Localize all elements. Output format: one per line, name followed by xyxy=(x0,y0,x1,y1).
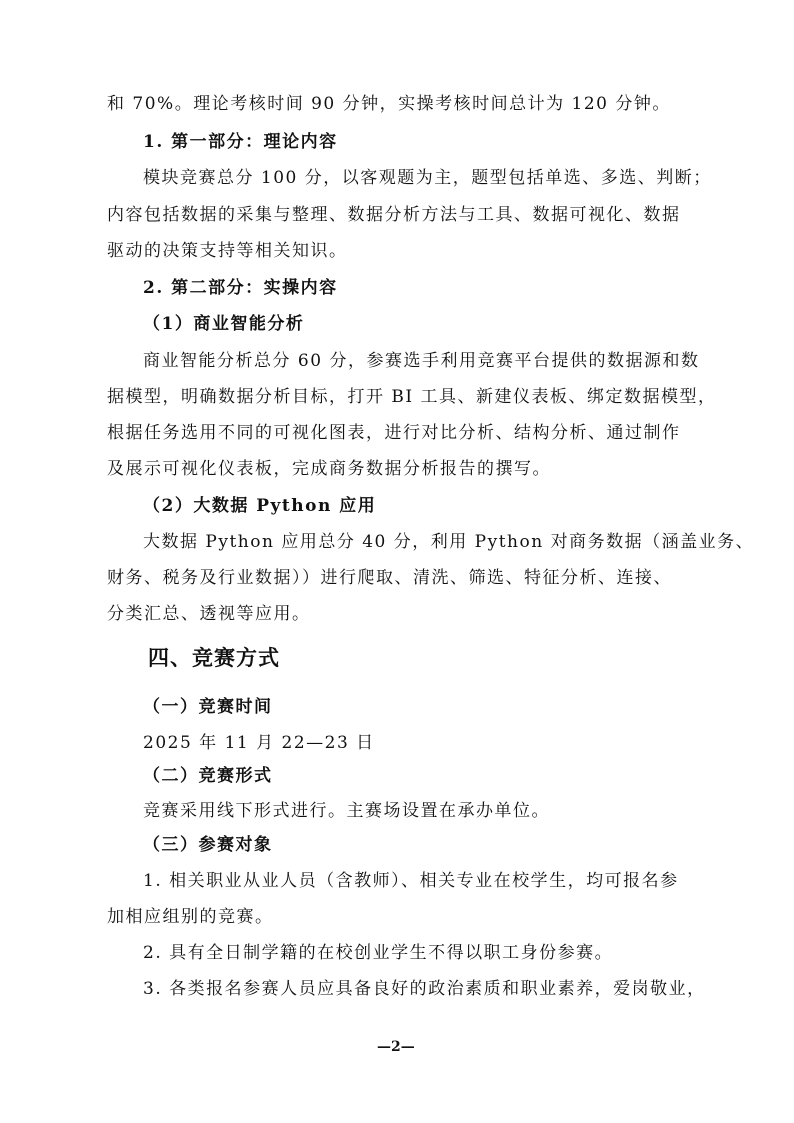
page-number: —2— xyxy=(377,1039,415,1055)
paragraph-line: 2025 年 11 月 22—23 日 xyxy=(143,733,375,753)
paragraph-line: 及展示可视化仪表板，完成商务数据分析报告的撰写。 xyxy=(107,459,551,479)
subsection-heading: （1）商业智能分析 xyxy=(143,314,305,334)
paragraph-line: 2. 具有全日制学籍的在校创业学生不得以职工身份参赛。 xyxy=(143,943,614,963)
section-heading: 1. 第一部分：理论内容 xyxy=(143,132,338,152)
chapter-heading: 四、竞赛方式 xyxy=(148,645,280,670)
paragraph-line: 1. 相关职业从业人员（含教师）、相关专业在校学生，均可报名参 xyxy=(143,871,679,891)
paragraph-line: 和 70%。理论考核时间 90 分钟，实操考核时间总计为 120 分钟。 xyxy=(107,94,671,114)
paragraph-line: 内容包括数据的采集与整理、数据分析方法与工具、数据可视化、数据 xyxy=(107,205,681,225)
paragraph-line: 模块竞赛总分 100 分，以客观题为主，题型包括单选、多选、判断； xyxy=(143,168,712,188)
subsection-heading: （二）竞赛形式 xyxy=(143,766,273,786)
paragraph-line: 驱动的决策支持等相关知识。 xyxy=(107,241,348,261)
paragraph-line: 加相应组别的竞赛。 xyxy=(107,907,274,927)
subsection-heading: （三）参赛对象 xyxy=(143,835,273,855)
paragraph-line: 据模型，明确数据分析目标，打开 BI 工具、新建仪表板、绑定数据模型， xyxy=(107,387,717,407)
paragraph-line: 分类汇总、透视等应用。 xyxy=(107,604,311,624)
paragraph-line: 大数据 Python 应用总分 40 分，利用 Python 对商务数据（涵盖业务、 xyxy=(143,532,755,552)
subsection-heading: （一）竞赛时间 xyxy=(143,697,273,717)
paragraph-line: 竞赛采用线下形式进行。主赛场设置在承办单位。 xyxy=(143,801,550,821)
section-heading: 2. 第二部分：实操内容 xyxy=(143,278,338,298)
paragraph-line: 根据任务选用不同的可视化图表，进行对比分析、结构分析、通过制作 xyxy=(107,423,681,443)
subsection-heading: （2）大数据 Python 应用 xyxy=(143,496,377,516)
paragraph-line: 商业智能分析总分 60 分，参赛选手利用竞赛平台提供的数据源和数 xyxy=(143,351,700,371)
paragraph-line: 3. 各类报名参赛人员应具备良好的政治素质和职业素养，爱岗敬业， xyxy=(143,979,706,999)
paragraph-line: 财务、税务及行业数据））进行爬取、清洗、筛选、特征分析、连接、 xyxy=(107,568,672,588)
